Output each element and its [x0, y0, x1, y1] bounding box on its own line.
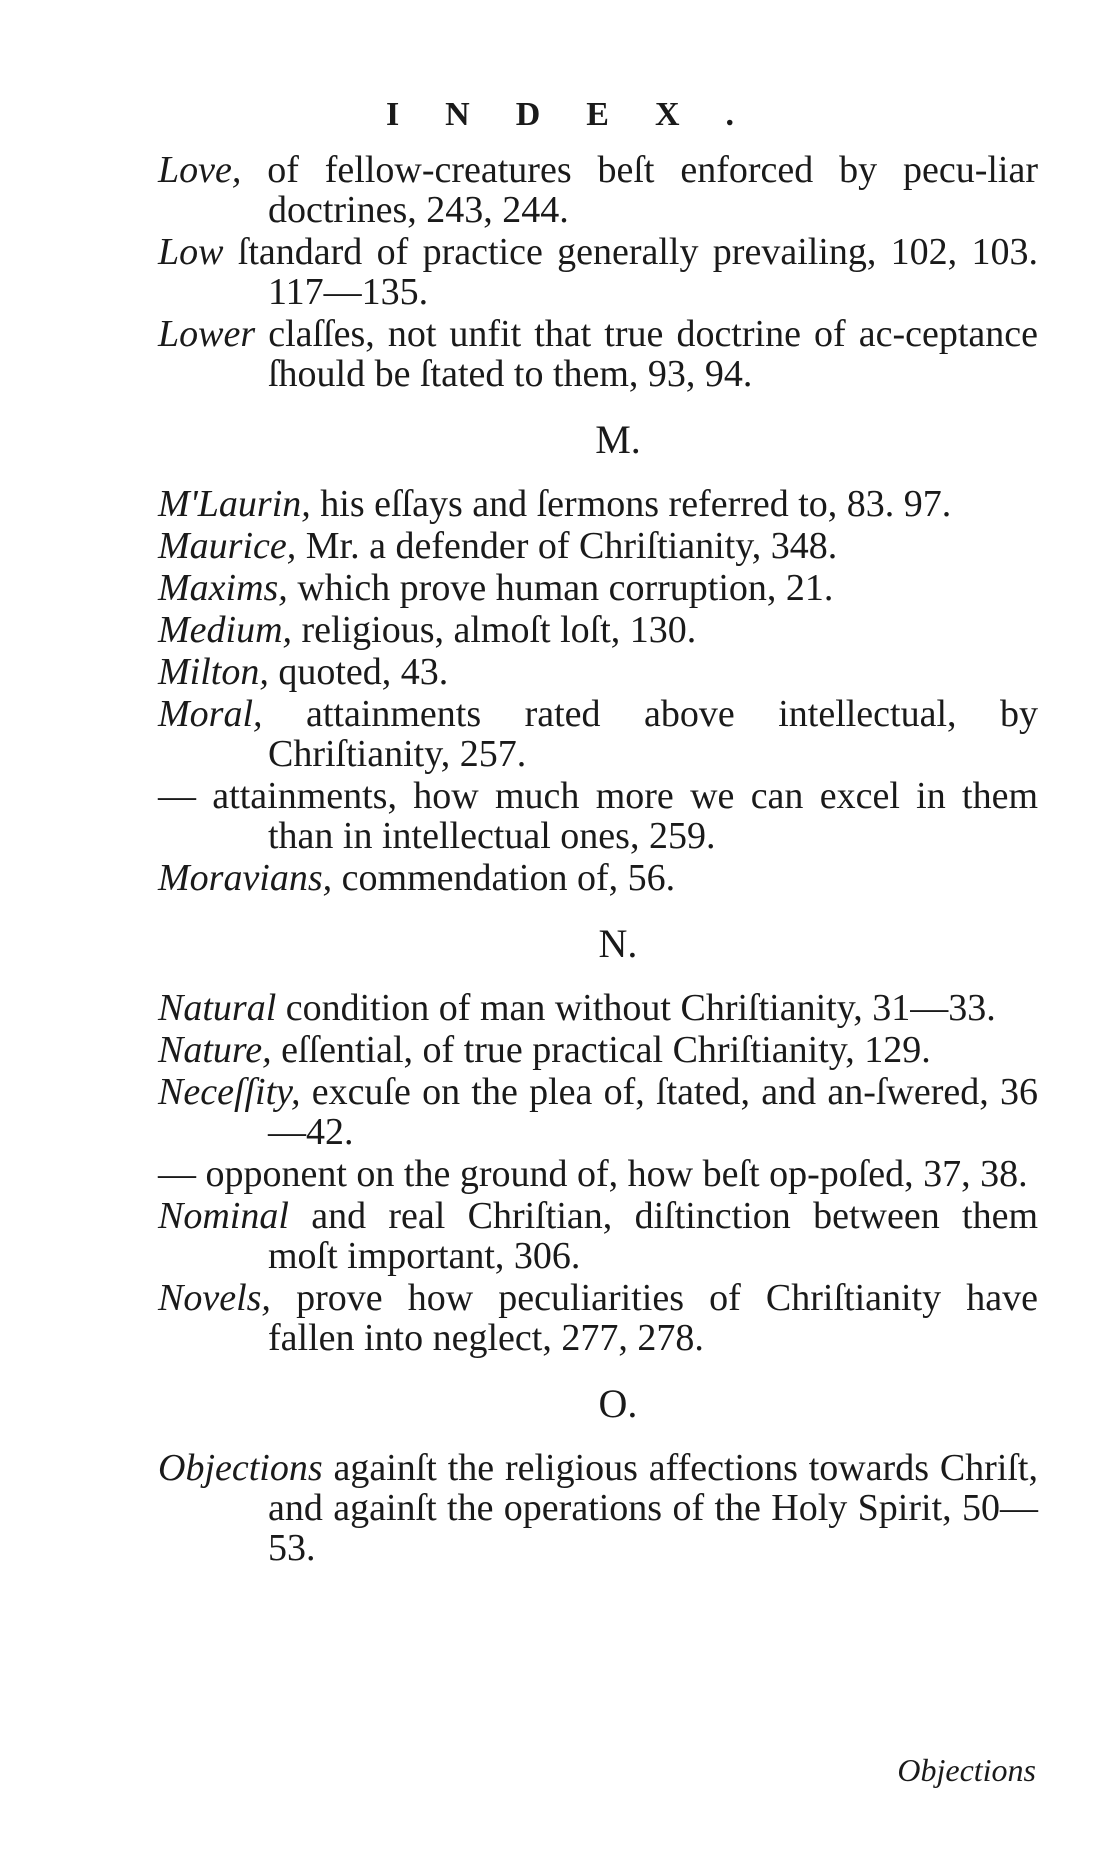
index-entry	[158, 652, 1038, 692]
index-entry	[158, 1196, 1038, 1276]
section-letter: N.	[598, 921, 638, 966]
running-head: INDEX.	[385, 96, 781, 133]
index-section-m	[158, 417, 1038, 899]
section-letter: O.	[598, 1381, 638, 1426]
entry-headword: Nature,	[158, 1029, 272, 1071]
index-entry	[158, 776, 1038, 856]
index-entry	[158, 1448, 1038, 1568]
entry-headword: Maurice,	[158, 525, 297, 567]
entry-headword: Moral,	[158, 693, 263, 735]
entry-headword: Neceſſity,	[158, 1071, 301, 1113]
entry-text: ſtandard of practice generally prevailing, 102, 103. 117—135.	[223, 231, 1038, 313]
entry-text: commendation of, 56.	[332, 857, 676, 899]
index-entry	[158, 526, 1038, 566]
entry-headword: Milton,	[158, 651, 269, 693]
index-entry	[158, 314, 1038, 394]
entry-dash: —	[158, 1153, 196, 1195]
index-entry	[158, 1278, 1038, 1358]
entry-text: which prove human corruption, 21.	[287, 567, 834, 609]
entry-text: prove how peculiarities of Chriſtianity have fallen into neglect, 277, 278.	[268, 1277, 1038, 1359]
index-entry	[158, 988, 1038, 1028]
section-letter: M.	[595, 417, 641, 462]
entry-headword: Love,	[158, 149, 242, 191]
index-entry	[158, 484, 1038, 524]
entry-headword: Nominal	[158, 1195, 289, 1237]
entry-text: his eſſays and ſermons referred to, 83. 97.	[310, 483, 952, 525]
entry-text: condition of man without Chriſtianity, 31—33.	[276, 987, 996, 1029]
index-entry	[158, 694, 1038, 774]
index-entry	[158, 1030, 1038, 1070]
index-entry	[158, 1072, 1038, 1152]
index-section-l	[158, 150, 1038, 394]
entry-headword: Moravians,	[158, 857, 333, 899]
entry-text: of fellow-creatures beſt enforced by pecu-liar doctrines, 243, 244.	[241, 149, 1038, 231]
entry-text: and real Chriſtian, diſtinction between them moſt important, 306.	[268, 1195, 1038, 1277]
index-entry	[158, 610, 1038, 650]
entry-headword: Medium,	[158, 609, 293, 651]
entry-text: attainments rated above intellectual, by Chriſtianity, 257.	[262, 693, 1038, 775]
index-entry	[158, 150, 1038, 230]
entry-text: Mr. a defender of Chriſtianity, 348.	[296, 525, 838, 567]
index-entry	[158, 568, 1038, 608]
entry-text: religious, almoſt loſt, 130.	[292, 609, 697, 651]
entry-text: excuſe on the plea of, ſtated, and an-ſwered, 36—42.	[268, 1071, 1038, 1153]
index-entry	[158, 232, 1038, 312]
entry-text: againſt the religious affections towards Chriſt, and againſt the operations of the Holy Spirit, 50—53.	[268, 1447, 1038, 1569]
index-entry	[158, 858, 1038, 898]
entry-headword: Lower	[158, 313, 256, 355]
index-entry	[158, 1154, 1038, 1194]
entry-headword: M'Laurin,	[158, 483, 311, 525]
entry-text: opponent on the ground of, how beſt op-poſed, 37, 38.	[196, 1153, 1028, 1195]
entry-text: claſſes, not unfit that true doctrine of ac-ceptance ſhould be ſtated to them, 93, 94.	[255, 313, 1038, 395]
index-section-o	[158, 1381, 1038, 1569]
entry-headword: Natural	[158, 987, 277, 1029]
entry-headword: Maxims,	[158, 567, 288, 609]
entry-headword: Low	[158, 231, 224, 273]
entry-headword: Novels,	[158, 1277, 271, 1319]
catchword: Objections	[897, 1752, 1036, 1788]
index-body	[158, 150, 1038, 1570]
entry-text: attainments, how much more we can excel in them than in intellectual ones, 259.	[196, 775, 1038, 857]
entry-text: eſſential, of true practical Chriſtianity, 129.	[271, 1029, 931, 1071]
index-section-n	[158, 921, 1038, 1359]
entry-headword: Objections	[158, 1447, 323, 1489]
entry-dash: —	[158, 775, 196, 817]
entry-text: quoted, 43.	[268, 651, 449, 693]
